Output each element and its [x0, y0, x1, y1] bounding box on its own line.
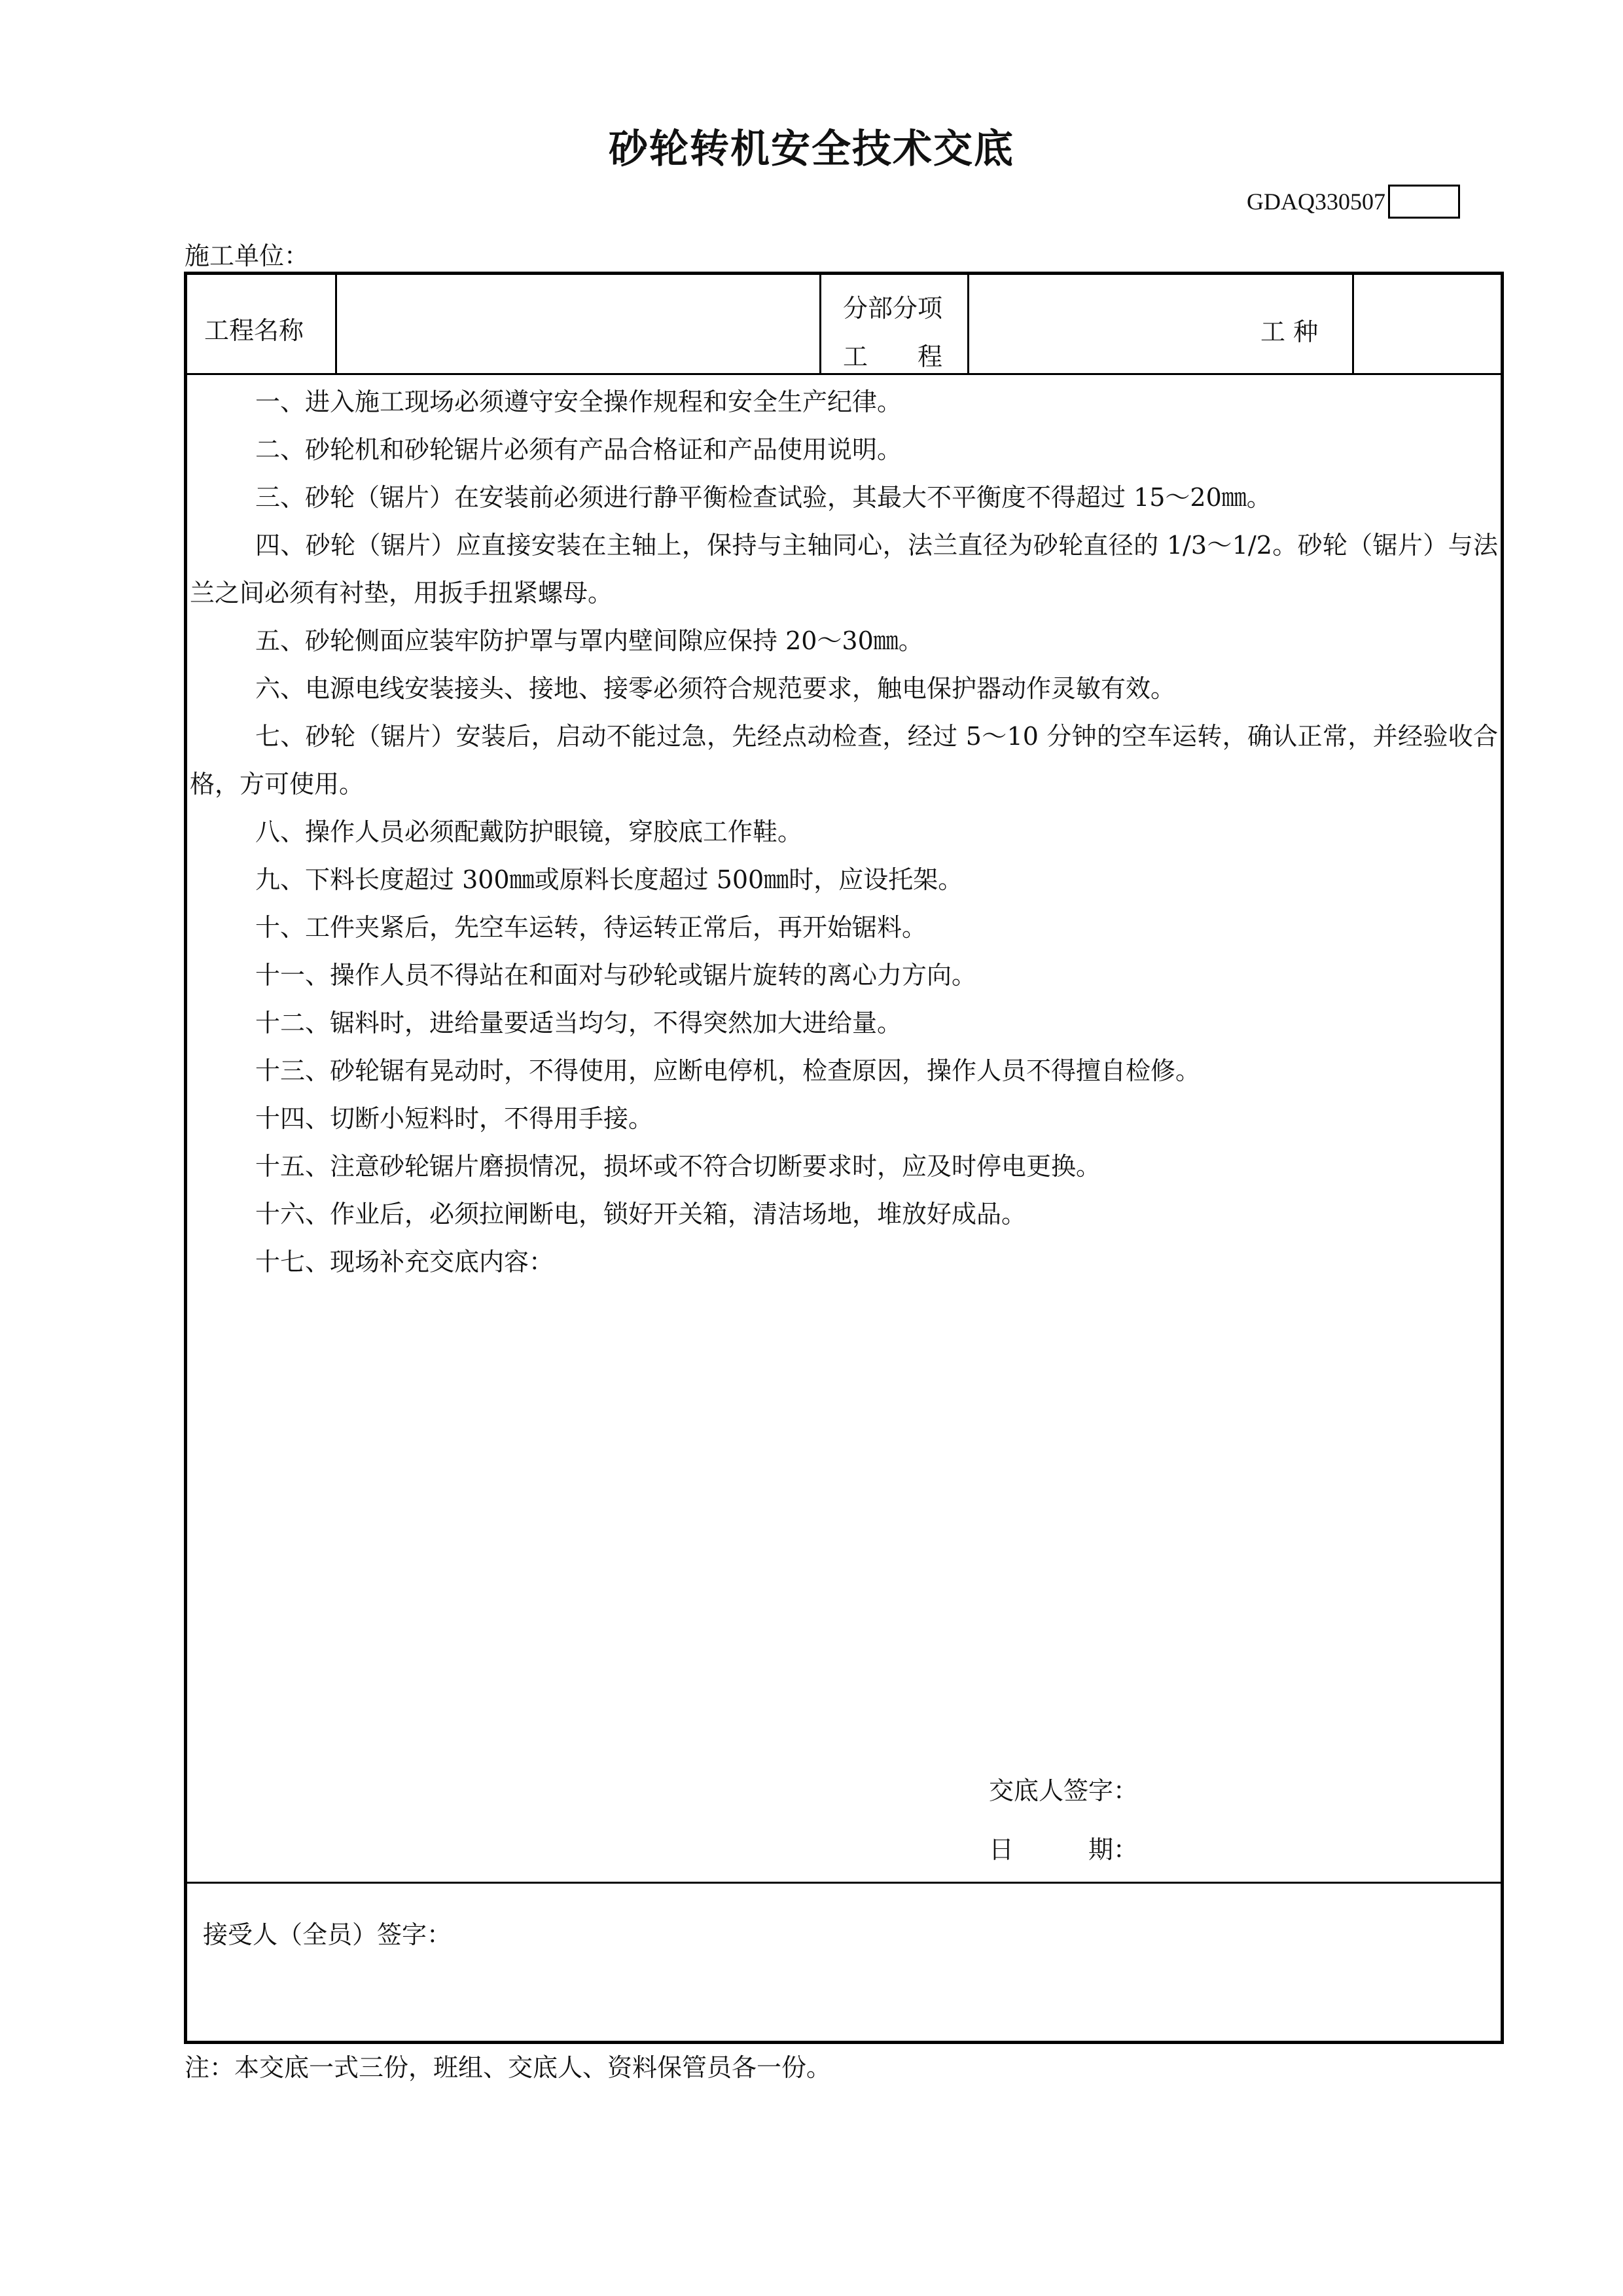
- list-item: 四、砂轮（锯片）应直接安装在主轴上，保持与主轴同心，法兰直径为砂轮直径的 1/3～1/2。砂轮（锯片）与法兰之间必须有衬垫，用扳手扭紧螺母。: [190, 531, 1498, 607]
- form-code-box[interactable]: [1388, 185, 1460, 219]
- list-item: 十三、砂轮锯有晃动时，不得使用，应断电停机，检查原因，操作人员不得擅自检修。: [255, 1056, 1201, 1085]
- construction-unit-label: 施工单位：: [185, 242, 310, 270]
- receiver-divider: [187, 1882, 1501, 1884]
- form-code: [1247, 185, 1460, 219]
- disclosure-table: [184, 272, 1504, 2044]
- list-item: 三、砂轮（锯片）在安装前必须进行静平衡检查试验，其最大不平衡度不得超过 15～20㎜。: [255, 483, 1272, 512]
- footnote: 注：本交底一式三份，班组、交底人、资料保管员各一份。: [185, 2053, 832, 2082]
- disclosure-items: [190, 378, 1498, 1286]
- column-divider: [1352, 275, 1354, 374]
- list-item: 十六、作业后，必须拉闸断电，锁好开关箱，清洁场地，堆放好成品。: [255, 1200, 1027, 1229]
- header-divider: [187, 373, 1501, 375]
- column-divider: [819, 275, 821, 374]
- form-code-text: GDAQ330507: [1247, 188, 1385, 215]
- list-item: 二、砂轮机和砂轮锯片必须有产品合格证和产品使用说明。: [255, 435, 902, 464]
- project-name-label: 工程名称: [204, 316, 304, 345]
- list-item: 十、工件夹紧后，先空车运转，待运转正常后，再开始锯料。: [255, 913, 927, 942]
- work-type-label: 工 种: [1260, 317, 1319, 346]
- discloser-signature-label: 交底人签字：: [989, 1776, 1139, 1805]
- subproject-field[interactable]: [971, 278, 1246, 372]
- list-item: 七、砂轮（锯片）安装后，启动不能过急，先经点动检查，经过 5～10 分钟的空车运转，确认正常，并经验收合格，方可使用。: [190, 722, 1498, 798]
- date-label: 日 期：: [989, 1835, 1139, 1864]
- subproject-label-line1: 分部分项: [843, 294, 943, 323]
- list-item: 十五、注意砂轮锯片磨损情况，损坏或不符合切断要求时，应及时停电更换。: [255, 1152, 1101, 1181]
- receiver-signature-field[interactable]: [190, 1886, 1499, 2037]
- list-item: 十七、现场补充交底内容：: [255, 1247, 554, 1276]
- list-item: 六、电源电线安装接头、接地、接零必须符合规范要求，触电保护器动作灵敏有效。: [255, 674, 1176, 703]
- work-type-field[interactable]: [1356, 278, 1500, 372]
- list-item: 十四、切断小短料时，不得用手接。: [255, 1104, 654, 1133]
- list-item: 十一、操作人员不得站在和面对与砂轮或锯片旋转的离心力方向。: [255, 961, 977, 990]
- document-title: 砂轮转机安全技术交底: [609, 126, 1014, 172]
- list-item: 八、操作人员必须配戴防护眼镜，穿胶底工作鞋。: [255, 817, 803, 846]
- list-item: 五、砂轮侧面应装牢防护罩与罩内壁间隙应保持 20～30㎜。: [255, 626, 923, 655]
- list-item: 十二、锯料时，进给量要适当均匀，不得突然加大进给量。: [255, 1009, 902, 1037]
- list-item: 一、进入施工现场必须遵守安全操作规程和安全生产纪律。: [255, 387, 902, 416]
- column-divider: [967, 275, 969, 374]
- column-divider: [335, 275, 337, 374]
- subproject-label-line2: 工 程: [843, 342, 943, 371]
- list-item: 九、下料长度超过 300㎜或原料长度超过 500㎜时，应设托架。: [255, 865, 963, 894]
- project-name-field[interactable]: [339, 278, 817, 372]
- receiver-signature-label: 接受人（全员）签字：: [203, 1920, 452, 1949]
